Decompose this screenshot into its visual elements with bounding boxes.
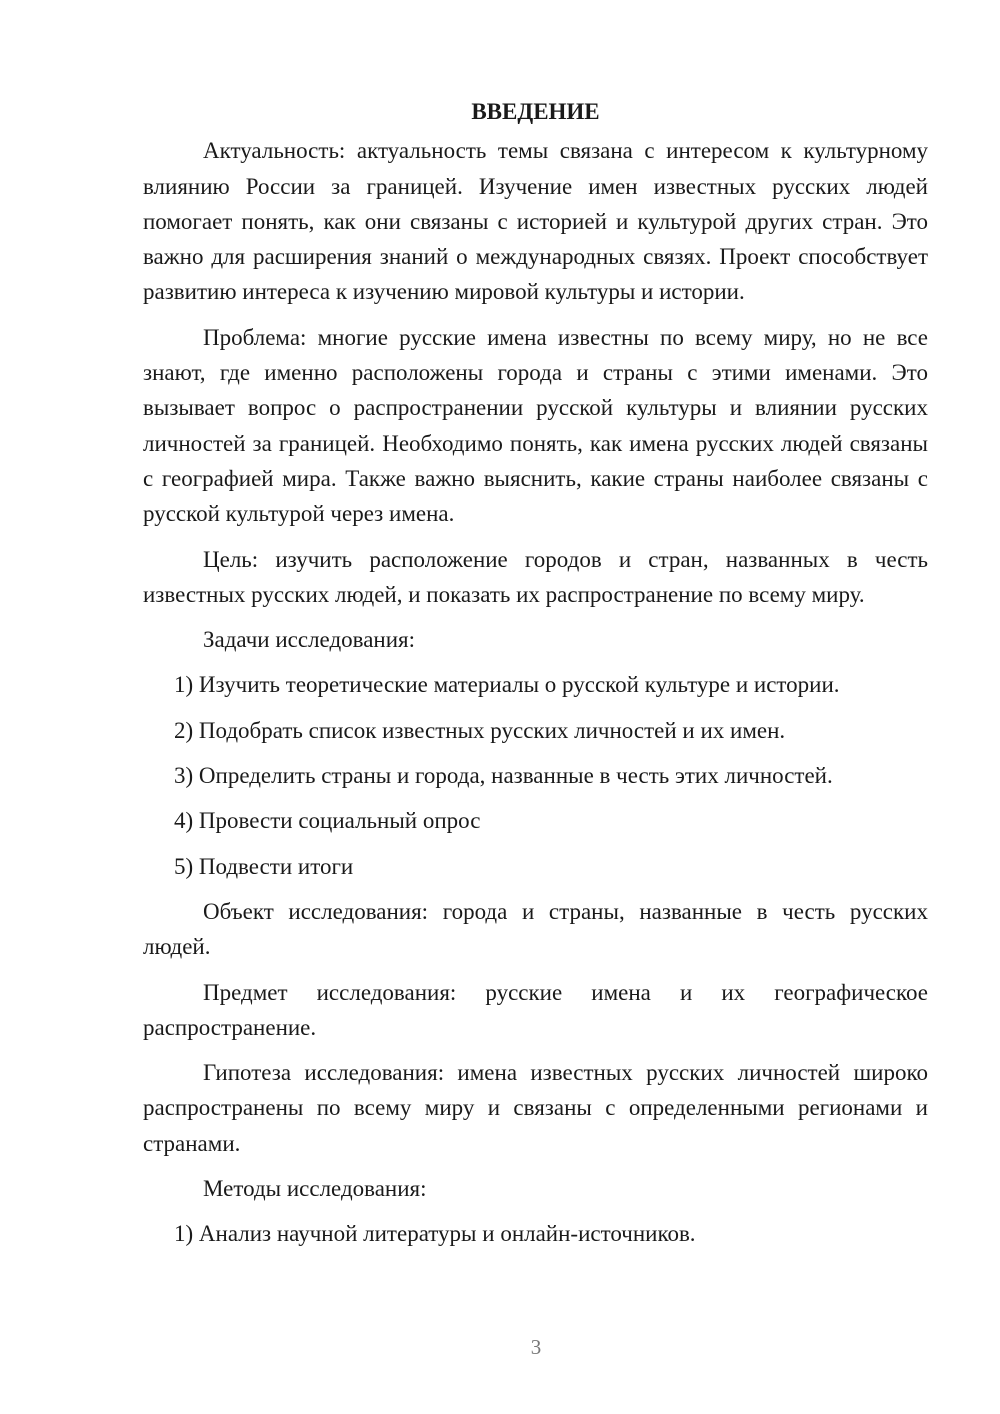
methods-label: Методы исследования: [203, 1176, 427, 1202]
object-paragraph: Объект исследования: города и страны, названные в честь русских людей. [143, 898, 928, 960]
page-content [143, 94, 928, 1262]
problem-paragraph: Проблема: многие русские имена известны по всему миру, но не все знают, где именно расположены города и страны с этими именами. Это вызывает вопрос о распространении русской культуры и влиянии русских личностей за границей. Необходимо понять, как имена русских людей связаны с географией мира. Также важно выяснить, какие страны наиболее связаны с русской культурой через имена. [143, 324, 928, 527]
hypothesis-paragraph: Гипотеза исследования: имена известных русских личностей широко распространены по всему миру и связаны с определенными регионами и странами. [143, 1060, 928, 1156]
page-number: 3 [530, 1335, 542, 1359]
relevance-paragraph: Актуальность: актуальность темы связана с интересом к культурному влиянию России за границей. Изучение имен известных русских людей помогает понять, как они связаны с историей и культурой других стран. Это важно для расширения знаний о международных связях. Проект способствует развитию интереса к изучению мировой культуры и истории. [143, 138, 928, 305]
subject-paragraph: Предмет исследования: русские имена и их географическое распространение. [143, 979, 928, 1040]
task-item: 5) Подвести итоги [174, 853, 354, 879]
task-item: 1) Изучить теоретические материалы о русской культуре и истории. [174, 672, 840, 698]
section-heading: ВВЕДЕНИЕ [471, 99, 600, 124]
task-item: 4) Провести социальный опрос [174, 808, 481, 834]
task-item: 3) Определить страны и города, названные в честь этих личностей. [174, 763, 833, 789]
task-item: 2) Подобрать список известных русских личностей и их имен. [174, 717, 786, 743]
tasks-label: Задачи исследования: [203, 627, 416, 653]
method-item: 1) Анализ научной литературы и онлайн-источников. [174, 1221, 696, 1247]
goal-paragraph: Цель: изучить расположение городов и стран, названных в честь известных русских людей, и показать их распространение по всему миру. [143, 546, 928, 607]
